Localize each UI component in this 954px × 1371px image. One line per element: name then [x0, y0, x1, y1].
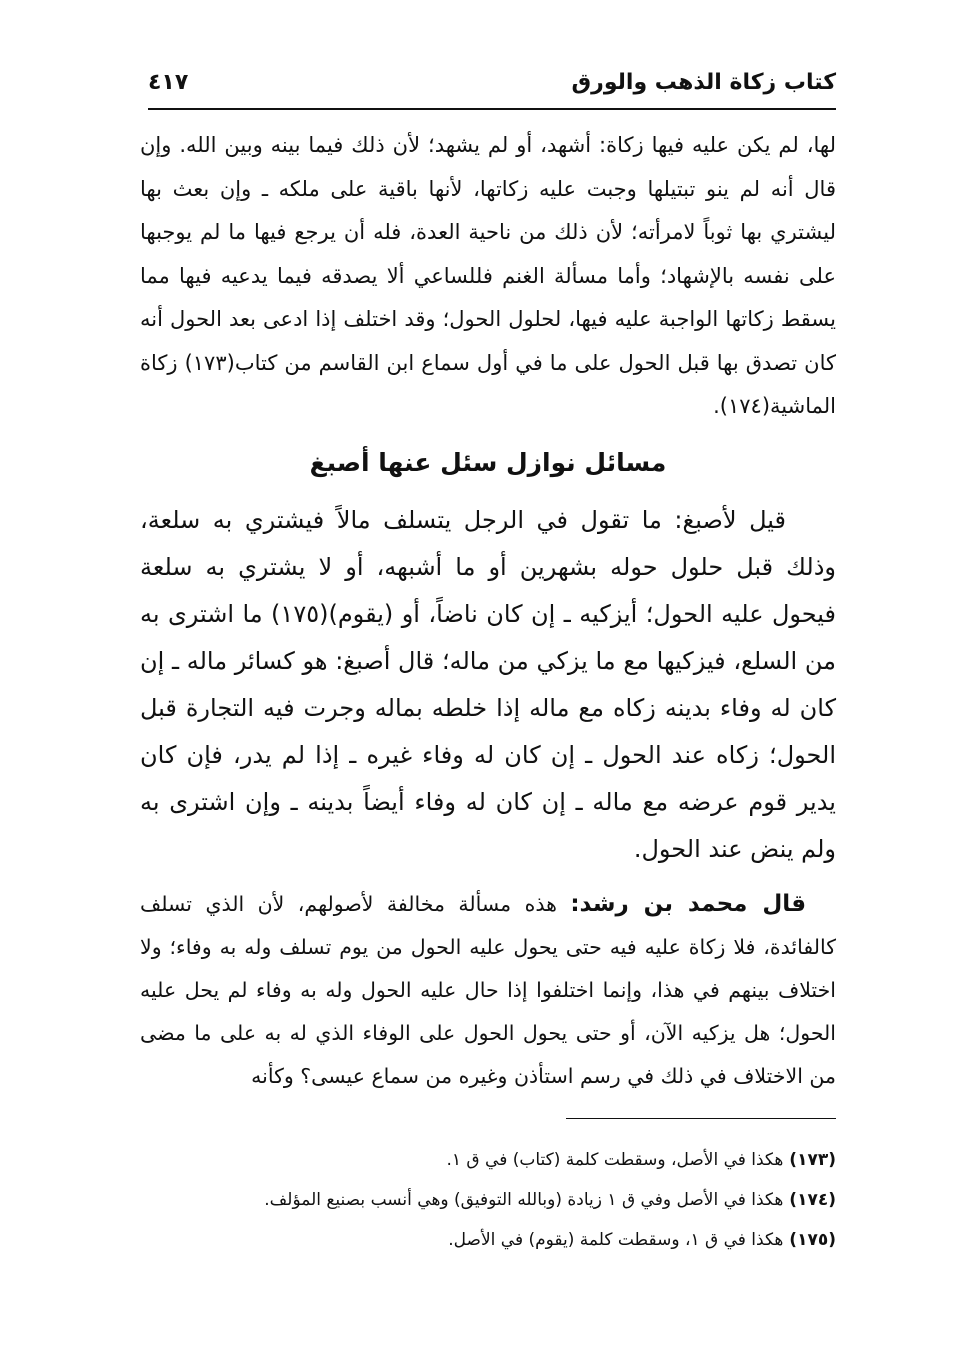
- page-number: ٤١٧: [148, 70, 189, 95]
- page-header: [148, 70, 836, 110]
- main-text: [140, 124, 836, 1098]
- footnotes: [140, 1140, 836, 1260]
- paragraph-question: قيل لأصبغ: ما تقول في الرجل يتسلف مالاً فيشتري به سلعة، وذلك قبل حلول حوله بشهرين أو ما أشبهه، أو لا يشتري به سلعة فيحول عليه الحول؛ أيزكيه ـ إن كان ناضاً، أو (يقوم)(١٧٥) ما اشترى به من السلع، فيزكيها مع ما يزكي من ماله؛ قال أصبغ: هو كسائر ماله ـ إن كان له وفاء بدينه زكاه مع ماله إذا خلطه بماله وجرت فيه التجارة قبل الحول؛ زكاه عند الحول ـ إن كان له وفاء غيره ـ إذا لم يدر، فإن كان يدير قوم عرضه مع ماله ـ إن كان له وفاء أيضاً بدينه ـ وإن اشترى به ولم ينض عند الحول.: [140, 505, 836, 863]
- running-title: كتاب زكاة الذهب والورق: [571, 70, 836, 95]
- footnote-174: [140, 1180, 836, 1220]
- commentary-text: هذه مسألة مخالفة لأصولهم، لأن الذي تسلف كالفائدة، فلا زكاة عليه فيه حتى يحول عليه الحول من يوم تسلف وله به وفاء؛ ولا اختلاف بينهم في هذا، وإنما اختلفوا إذا حال عليه الحول وله به وفاء لم يحل عليه الحول؛ هل يزكيه الآن، أو حتى يحول الحول على الوفاء الذي له به على ما مضى من الاختلاف في ذلك في رسم استأذن وغيره من سماع عيسى؟ وكأنه: [140, 891, 836, 1088]
- paragraph-continuation: لها، لم يكن عليه فيها زكاة: أشهد، أو لم يشهد؛ لأن ذلك فيما بينه وبين الله. وإن قال أنه لم ينو تبتيلها وجبت عليه زكاتها، لأنها باقية على ملكه ـ وإن بعث بها ليشتري بها ثوباً لامرأته؛ لأن ذلك من ناحية العدة، فله أن يرجع فيها ما لم يوجبها على نفسه بالإشهاد؛ وأما مسألة الغنم فللساعي ألا يصدقه فيما يدعيه فيها مما يسقط زكاتها الواجبة عليه فيها، لحلول الحول؛ وقد اختلف إذا ادعى بعد الحول أنه كان تصدق بها قبل الحول على ما في أول سماع ابن القاسم من كتاب(١٧٣) زكاة الماشية(١٧٤).: [140, 133, 836, 418]
- footnote-number: (١٧٤): [789, 1190, 836, 1210]
- section-heading: مسائل نوازل سئل عنها أصبغ: [309, 447, 667, 477]
- paragraph-commentary: [140, 883, 836, 1098]
- footnote-text: هكذا في ق ١، وسقطت كلمة (يقوم) في الأصل.: [448, 1230, 784, 1250]
- commentary-speaker: قال محمد بن رشد:: [570, 890, 806, 917]
- footnote-number: (١٧٥): [789, 1230, 836, 1250]
- header-rule: [148, 108, 836, 110]
- footnote-number: (١٧٣): [789, 1150, 836, 1170]
- footnote-text: هكذا في الأصل، وسقطت كلمة (كتاب) في ق ١.: [446, 1150, 784, 1170]
- footnote-173: [140, 1140, 836, 1180]
- footnote-175: [140, 1220, 836, 1260]
- footnote-text: هكذا في الأصل وفي ق ١ زيادة (وبالله التوفيق) وهي أنسب بصنيع المؤلف.: [264, 1190, 784, 1210]
- footnote-rule: [566, 1118, 836, 1119]
